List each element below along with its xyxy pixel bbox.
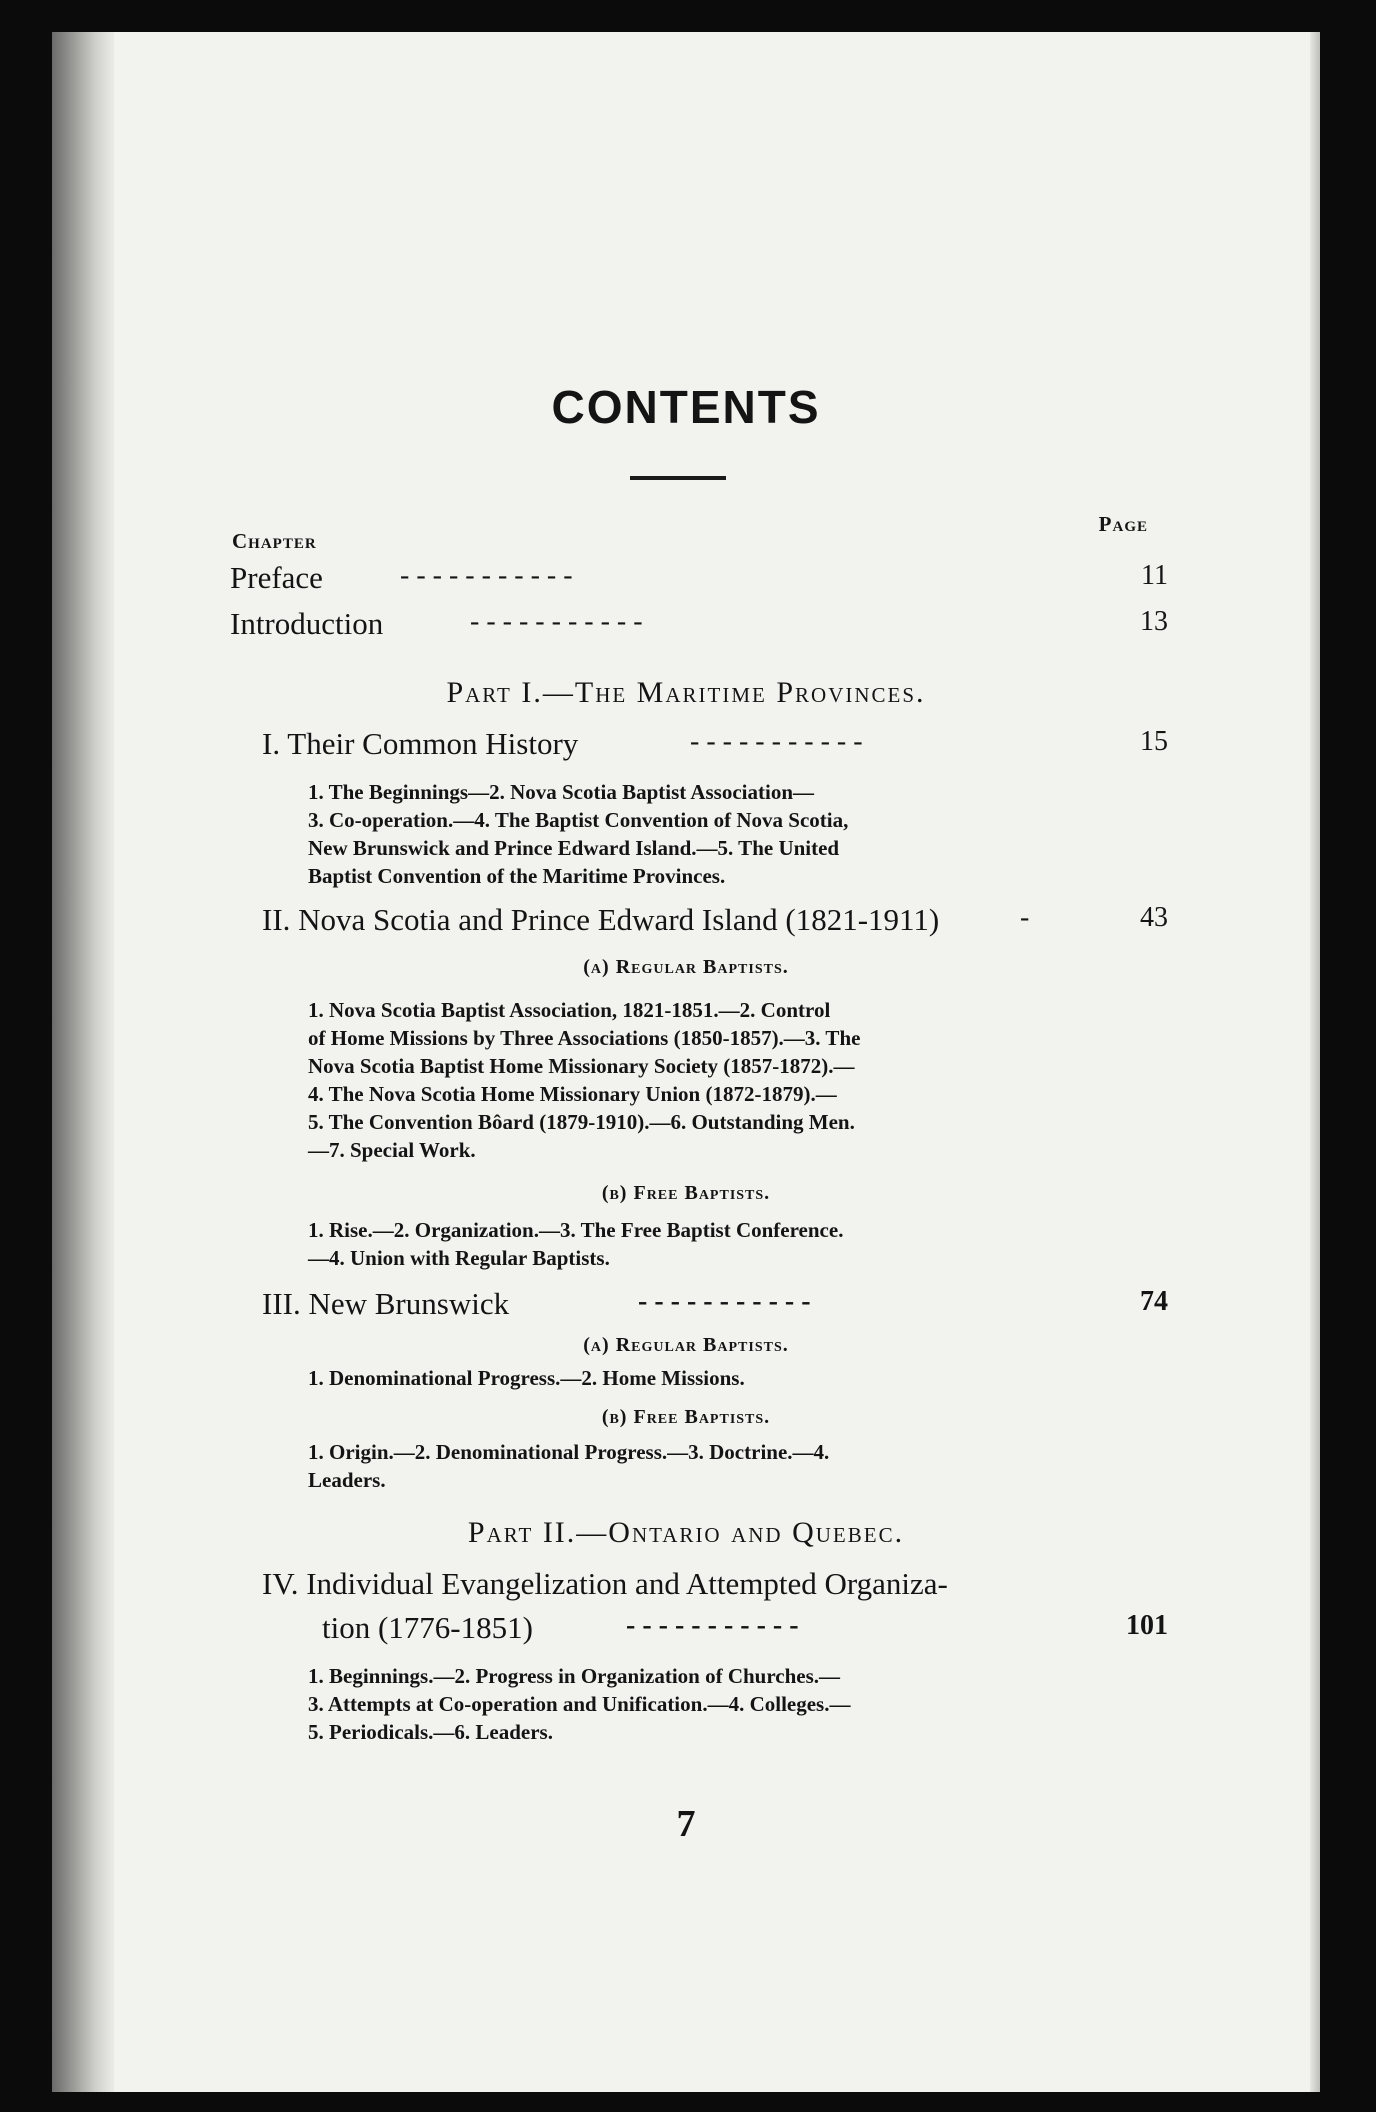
page-edge [1310,32,1320,2092]
chapter-description: 1. Denominational Progress.—2. Home Missions. [308,1366,745,1390]
toc-entry-chapter-4-continued: tion (1776-1851) [322,1610,533,1645]
toc-page-chapter-3: 74 [1140,1286,1168,1317]
page-number: 7 [676,1803,696,1845]
toc-leader: - - - - - - - - - - - [470,606,643,637]
section-subheading: (a) Regular Baptists. [583,1334,789,1356]
toc-page-preface: 11 [1141,560,1168,591]
toc-page-chapter-2: 43 [1140,902,1168,933]
book-page [52,32,1320,2092]
toc-page-chapter-1: 15 [1140,726,1168,757]
toc-entry-chapter-4: IV. Individual Evangelization and Attempted Organiza- [262,1566,948,1601]
chapter-column-header: Chapter [232,529,317,553]
chapter-description: 1. Rise.—2. Organization.—3. The Free Baptist Conference. —4. Union with Regular Baptists. [308,1218,844,1270]
toc-leader: - - - - - - - - - - - [690,726,863,757]
chapter-description: 1. Beginnings.—2. Progress in Organization of Churches.— 3. Attempts at Co-operation and Unification.—4. Colleges.— 5. Periodicals.—6. Leaders. [308,1664,851,1744]
section-subheading: (b) Free Baptists. [601,1182,771,1204]
section-subheading: (b) Free Baptists. [601,1406,771,1428]
page-title: CONTENTS [551,381,821,433]
part-heading: Part II.—Ontario and Quebec. [467,1516,905,1549]
part-heading: Part I.—The Maritime Provinces. [446,676,926,709]
page-column-header: Page [1098,512,1148,536]
chapter-description: 1. Origin.—2. Denominational Progress.—3. Doctrine.—4. Leaders. [308,1440,830,1492]
toc-entry-introduction: Introduction [230,606,384,641]
toc-entry-chapter-1: I. Their Common History [262,726,579,761]
toc-entry-preface: Preface [230,560,323,595]
section-subheading: (a) Regular Baptists. [583,956,789,978]
chapter-description: 1. The Beginnings—2. Nova Scotia Baptist Association— 3. Co-operation.—4. The Baptist Convention of Nova Scotia, New Brunswick and Prince Edward Island.—5. The United Baptist Convention of the Maritime Provinces. [308,780,849,888]
toc-page-introduction: 13 [1140,606,1168,637]
toc-entry-chapter-3: III. New Brunswick [262,1286,510,1321]
chapter-description: 1. Nova Scotia Baptist Association, 1821-1851.—2. Control of Home Missions by Three Associations (1850-1857).—3. The Nova Scotia Baptist Home Missionary Society (1857-1872).— 4. The Nova Scotia Home Missionary Union (1872-1879).— 5. The Convention Bôard (1879-1910).—6. Outstanding Men. —7. Special Work. [308,998,861,1162]
toc-page-chapter-4: 101 [1126,1610,1168,1641]
title-rule [630,476,726,480]
toc-leader: - [1020,902,1030,933]
toc-leader: - - - - - - - - - - - [638,1286,811,1317]
toc-leader: - - - - - - - - - - - [626,1610,799,1641]
toc-leader: - - - - - - - - - - - [400,560,573,591]
toc-entry-chapter-2: II. Nova Scotia and Prince Edward Island (1821-1911) [262,902,940,937]
book-spine-shadow [52,32,114,2092]
